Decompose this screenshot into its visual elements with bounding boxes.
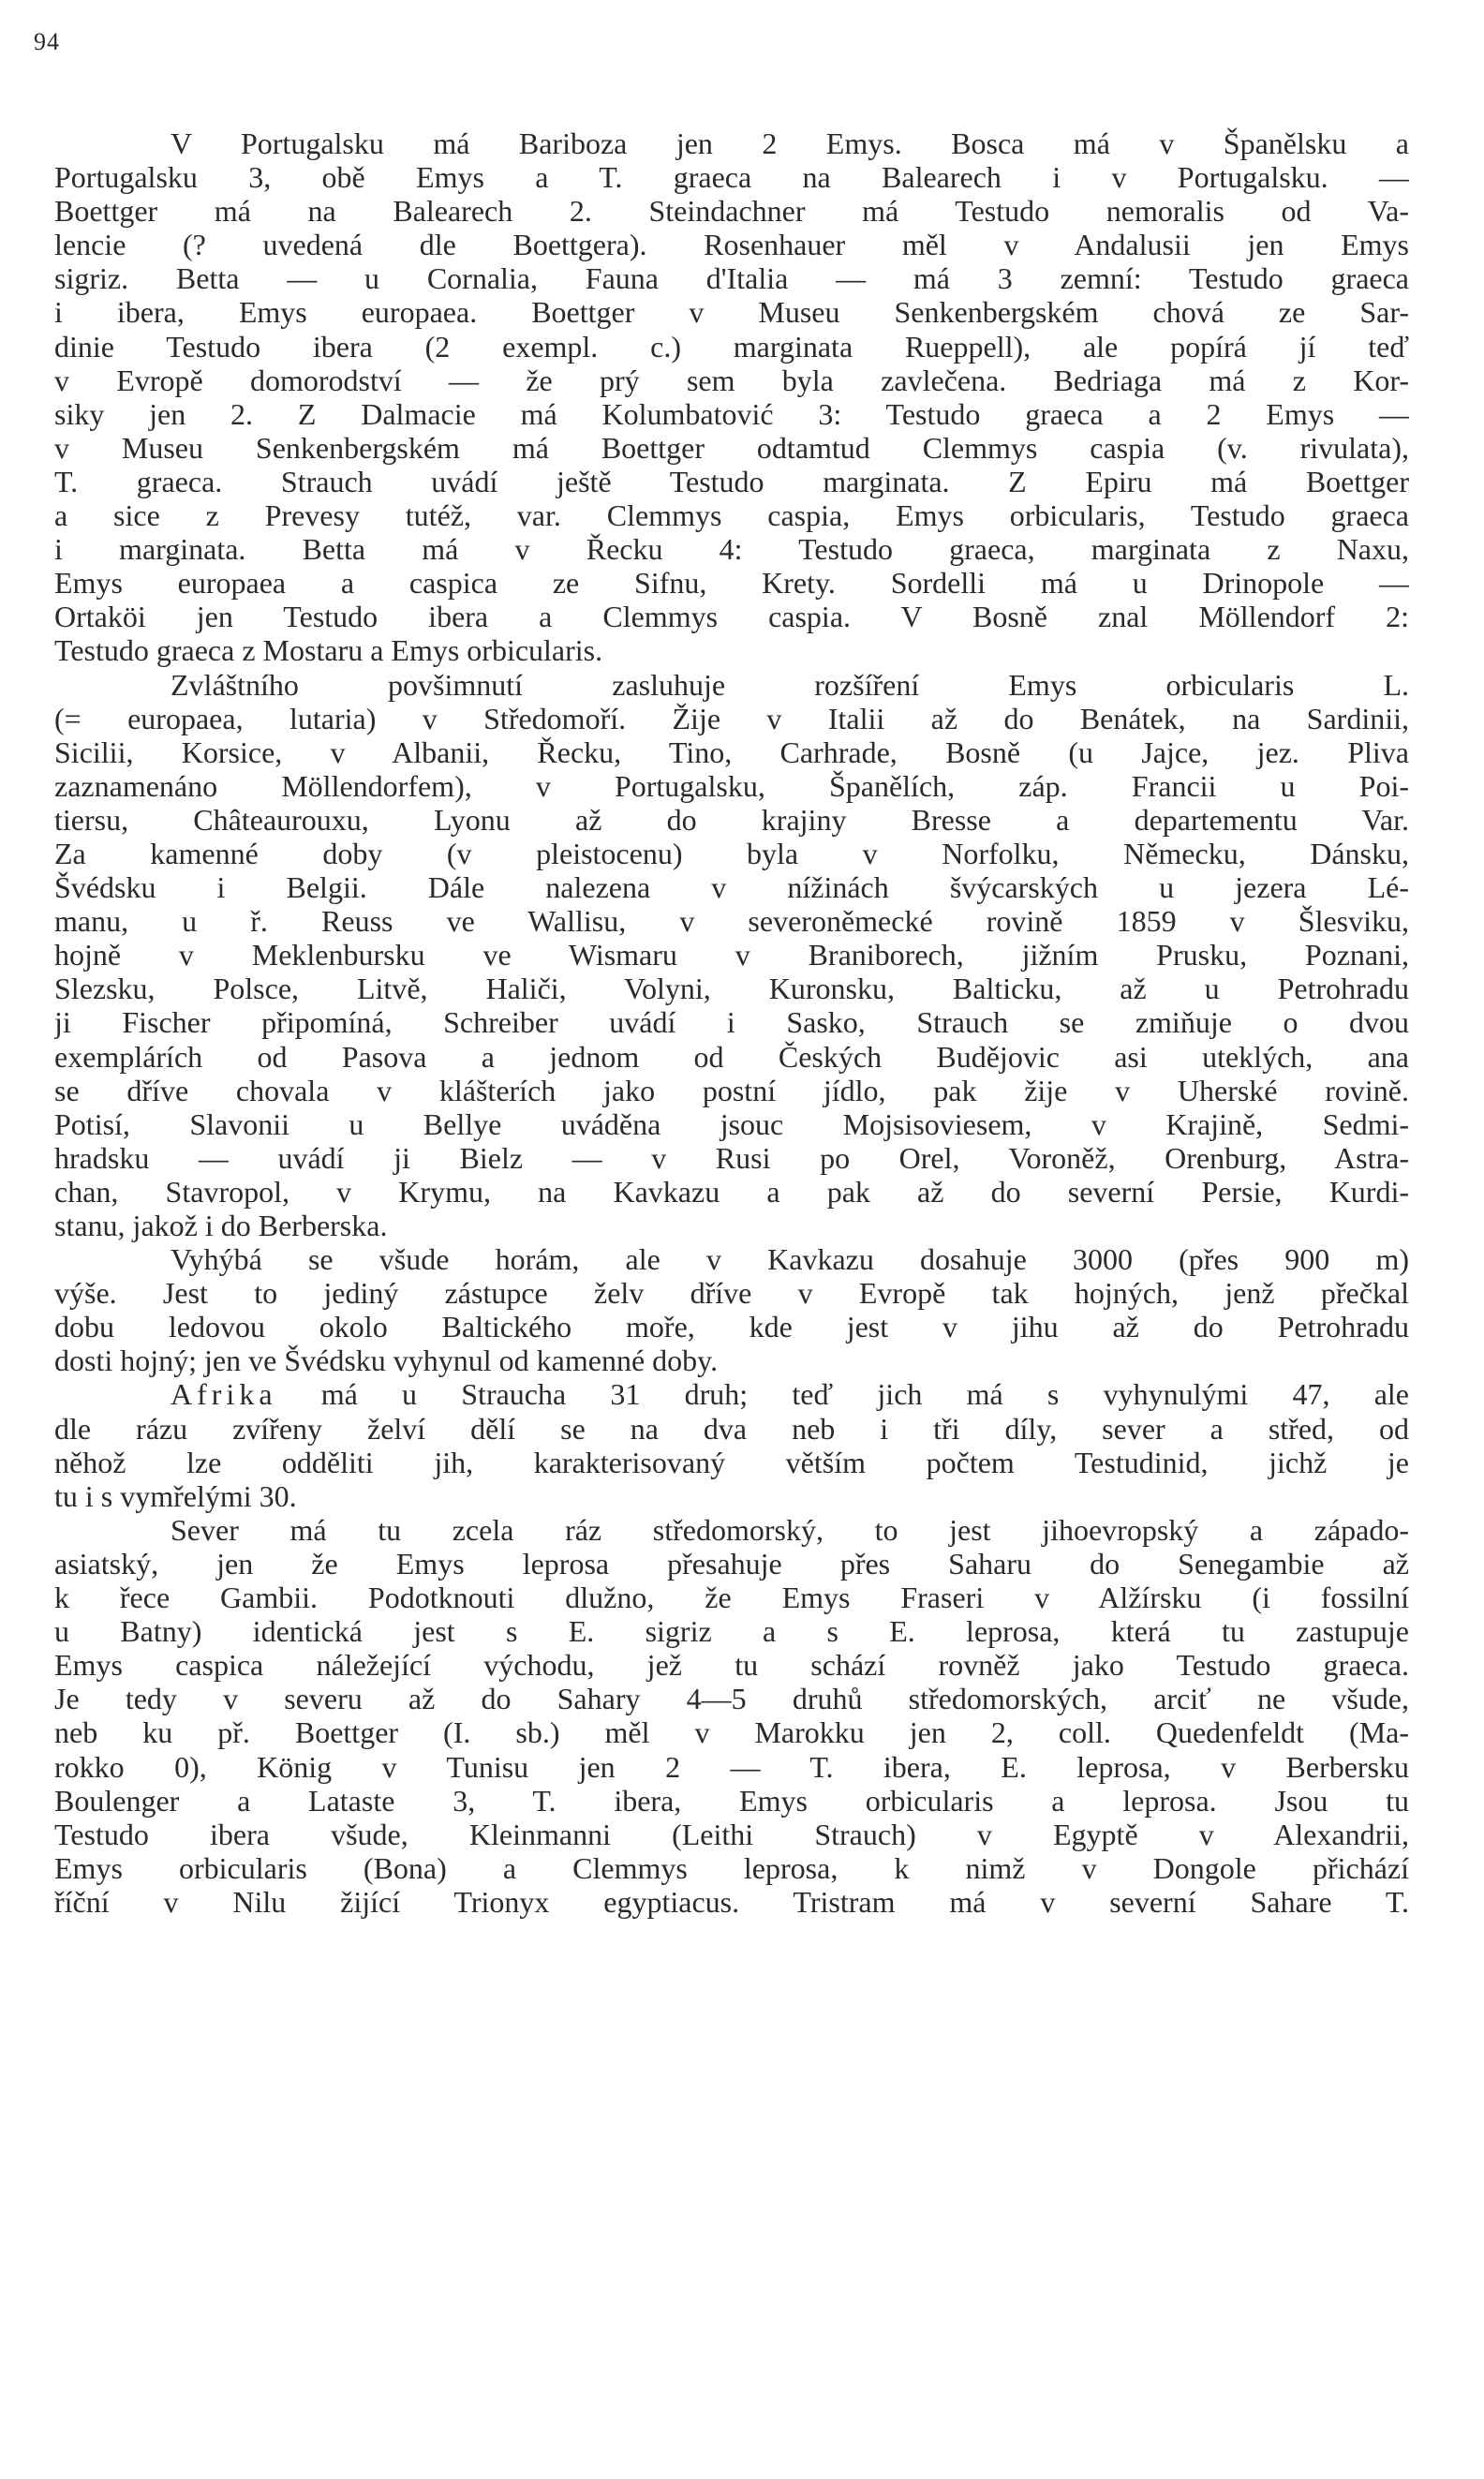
text-line: něhož lze odděliti jih, karakterisovaný větším počtem Testudinid, jichž je — [54, 1445, 1409, 1479]
text-line: dle rázu zvířeny želví dělí se na dva neb i tři díly, sever a střed, od — [54, 1411, 1409, 1446]
emphasized-word: Afrika — [171, 1377, 277, 1412]
text-line: sigriz. Betta — u Cornalia, Fauna d'Italia — má 3 zemní: Testudo graeca — [54, 261, 1409, 296]
paragraph-first-line: Vyhýbá se všude horám, ale v Kavkazu dosahuje 3000 (přes 900 m) — [171, 1242, 1409, 1277]
text-line: k řece Gambii. Podotknouti dlužno, že Emys Fraseri v Alžírsku (i fossilní — [54, 1581, 1409, 1615]
text-line: hradsku — uvádí ji Bielz — v Rusi po Orel, Voroněž, Orenburg, Astra- — [54, 1140, 1409, 1175]
paragraph-first-line: Sever má tu zcela ráz středomorský, to jest jihoevropský a západo- — [171, 1512, 1409, 1547]
text-line: siky jen 2. Z Dalmacie má Kolumbatović 3: Testudo graeca a 2 Emys — — [54, 396, 1409, 431]
text-line: a sice z Prevesy tutéž, var. Clemmys caspia, Emys orbicularis, Testudo graeca — [54, 498, 1409, 533]
text-line: dinie Testudo ibera (2 exempl. c.) marginata Rueppell), ale popírá jí teď — [54, 329, 1409, 364]
text-line: i marginata. Betta má v Řecku 4: Testudo graeca, marginata z Naxu, — [54, 532, 1409, 567]
paragraph-first-line: Zvláštního povšimnutí zasluhuje rozšíření Emys orbicularis L. — [171, 667, 1409, 702]
text-line: lencie (? uvedená dle Boettgera). Rosenhauer měl v Andalusii jen Emys — [54, 228, 1409, 262]
text-line: Za kamenné doby (v pleistocenu) byla v Norfolku, Německu, Dánsku, — [54, 836, 1409, 870]
text-line: asiatský, jen že Emys leprosa přesahuje přes Saharu do Senegambie až — [54, 1546, 1409, 1581]
text-line: Slezsku, Polsce, Litvě, Haliči, Volyni, Kuronsku, Balticku, až u Petrohradu — [54, 972, 1409, 1006]
text-line: rokko 0), König v Tunisu jen 2 — T. ibera, E. leprosa, v Berbersku — [54, 1749, 1409, 1784]
text-line: Boulenger a Lataste 3, T. ibera, Emys orbicularis a leprosa. Jsou tu — [54, 1783, 1409, 1818]
text-line: stanu, jakož i do Berberska. — [54, 1209, 388, 1242]
text-line: Ortaköi jen Testudo ibera a Clemmys caspia. V Bosně znal Möllendorf 2: — [54, 600, 1409, 634]
text-line: Emys caspica náležející východu, jež tu schází rovněž jako Testudo graeca. — [54, 1648, 1409, 1683]
text-line: u Batny) identická jest s E. sigriz a s E. leprosa, která tu zastupuje — [54, 1614, 1409, 1649]
text-line: i ibera, Emys europaea. Boettger v Museu Senkenbergském chová ze Sar- — [54, 295, 1409, 330]
paragraph-first-line: Afrika má u Straucha 31 druh; teď jich má s vyhynulými 47, ale — [171, 1377, 1409, 1412]
text-line: Boettger má na Balearech 2. Steindachner má Testudo nemoralis od Va- — [54, 194, 1409, 229]
text-line: tu i s vymřelými 30. — [54, 1478, 297, 1513]
text-line: výše. Jest to jediný zástupce želv dříve v Evropě tak hojných, jenž přečkal — [54, 1276, 1409, 1311]
page-number: 94 — [34, 28, 60, 55]
text-line: Portugalsku 3, obě Emys a T. graeca na Balearech i v Portugalsku. — — [54, 160, 1409, 195]
text-line: ji Fischer připomíná, Schreiber uvádí i Sasko, Strauch se zmiňuje o dvou — [54, 1005, 1409, 1040]
text-line: chan, Stavropol, v Krymu, na Kavkazu a pak až do severní Persie, Kurdi- — [54, 1174, 1409, 1209]
text-line: dosti hojný; jen ve Švédsku vyhynul od kamenné doby. — [54, 1343, 719, 1378]
text-line: zaznamenáno Möllendorfem), v Portugalsku, Španělích, záp. Francii u Poi- — [54, 768, 1409, 803]
text-line: Emys europaea a caspica ze Sifnu, Krety. Sordelli má u Drinopole — — [54, 566, 1409, 601]
text-line: v Museu Senkenbergském má Boettger odtamtud Clemmys caspia (v. rivulata), — [54, 430, 1409, 465]
paragraph-first-line: V Portugalsku má Bariboza jen 2 Emys. Bosca má v Španělsku a — [171, 126, 1409, 160]
text-line: Testudo graeca z Mostaru a Emys orbicularis. — [54, 633, 603, 668]
text-line: exemplárích od Pasova a jednom od Českých Budějovic asi uteklých, ana — [54, 1039, 1409, 1074]
text-line: manu, u ř. Reuss ve Wallisu, v severoněmecké rovině 1859 v Šlesviku, — [54, 904, 1409, 939]
text-line: Je tedy v severu až do Sahary 4—5 druhů středomorských, arciť ne všude, — [54, 1682, 1409, 1716]
text-line: hojně v Meklenbursku ve Wismaru v Braniborech, jižním Prusku, Poznani, — [54, 938, 1409, 972]
text-line: dobu ledovou okolo Baltického moře, kde jest v jihu až do Petrohradu — [54, 1310, 1409, 1344]
text-line: Potisí, Slavonii u Bellye uváděna jsouc Mojsisoviesem, v Krajině, Sedmi- — [54, 1106, 1409, 1141]
text-line: Testudo ibera všude, Kleinmanni (Leithi Strauch) v Egyptě v Alexandrii, — [54, 1817, 1409, 1851]
text-line: neb ku př. Boettger (I. sb.) měl v Marokku jen 2, coll. Quedenfeldt (Ma- — [54, 1715, 1409, 1750]
text-line: tiersu, Châteaurouxu, Lyonu až do krajiny Bresse a departementu Var. — [54, 802, 1409, 837]
text-line: říční v Nilu žijící Trionyx egyptiacus. Tristram má v severní Sahare T. — [54, 1884, 1409, 1919]
text-line: T. graeca. Strauch uvádí ještě Testudo marginata. Z Epiru má Boettger — [54, 464, 1409, 498]
text-line: Sicilii, Korsice, v Albanii, Řecku, Tino, Carhrade, Bosně (u Jajce, jez. Pliva — [54, 735, 1409, 769]
text-line: Švédsku i Belgii. Dále nalezena v nížinách švýcarských u jezera Lé- — [54, 870, 1409, 905]
text-line: Emys orbicularis (Bona) a Clemmys leprosa, k nimž v Dongole přichází — [54, 1850, 1409, 1885]
text-line: (= europaea, lutaria) v Středomoří. Žije v Italii až do Benátek, na Sardinii, — [54, 701, 1409, 735]
text-line: se dříve chovala v klášterích jako postní jídlo, pak žije v Uherské rovině. — [54, 1073, 1409, 1107]
text-line: v Evropě domorodství — že prý sem byla zavlečena. Bedriaga má z Kor- — [54, 363, 1409, 397]
body-text — [54, 126, 1409, 1919]
